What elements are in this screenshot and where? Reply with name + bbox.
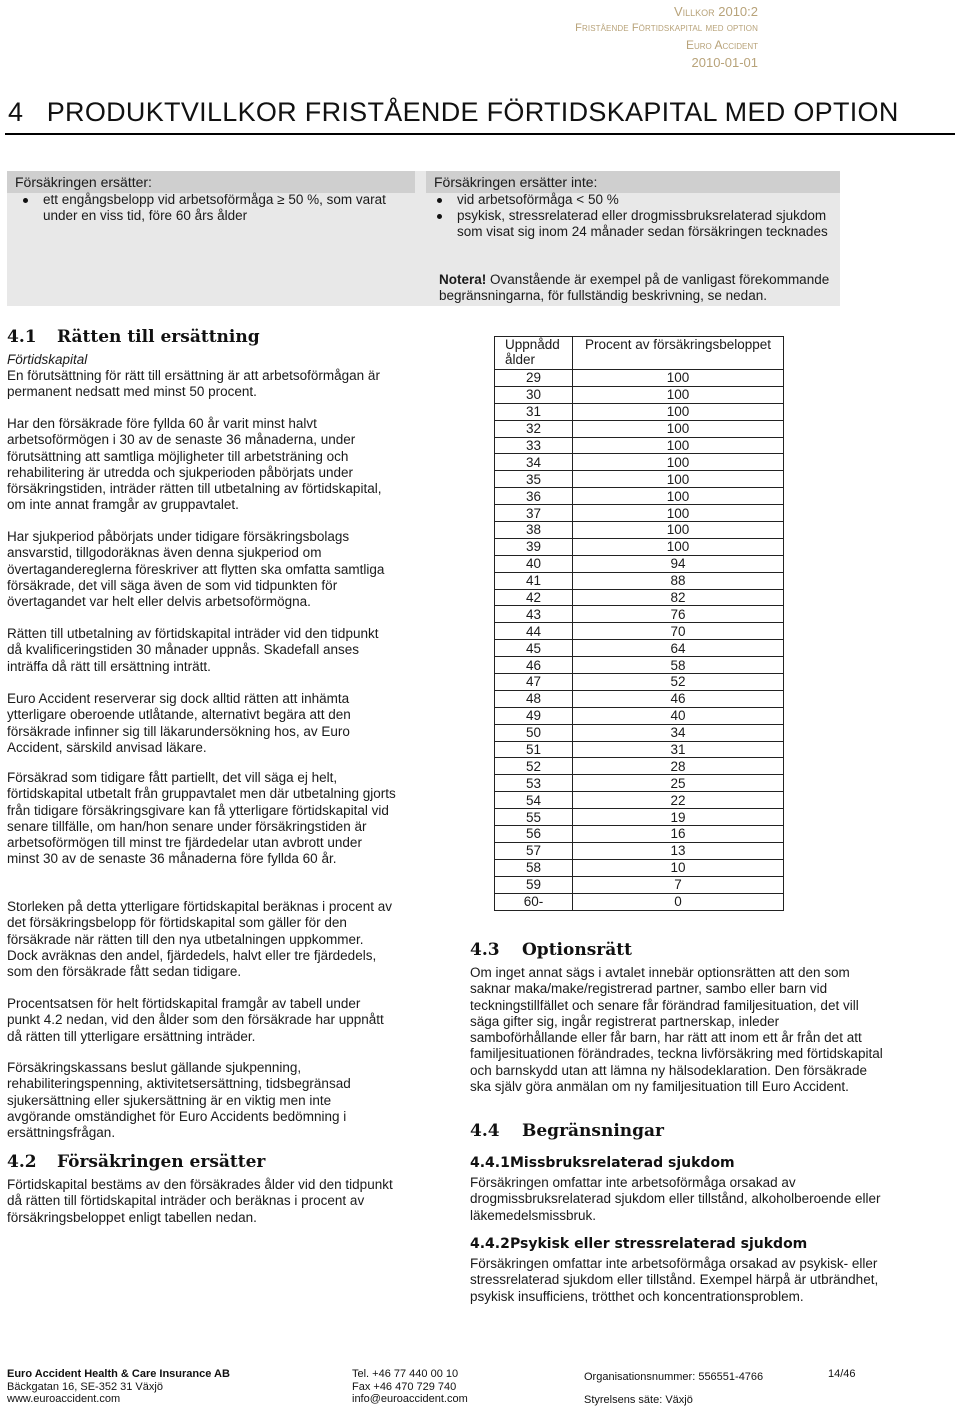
table-row: [495, 606, 784, 623]
age-cell: 29: [495, 370, 573, 387]
age-cell: 55: [495, 809, 573, 826]
percent-cell: 10: [573, 859, 784, 876]
percent-cell: 13: [573, 842, 784, 859]
age-cell: 33: [495, 437, 573, 454]
age-cell: 41: [495, 572, 573, 589]
section-4-1-paragraph: Euro Accident reserverar sig dock alltid rätten att inhämta ytterligare oberoende utlåtande, alternativt begära att den försäkrade infinner sig till läkarundersökning hos, av Euro Accident, särskild anvisad läkare.: [7, 691, 351, 755]
excludes-item-text: psykisk, stressrelaterad eller drogmissbruksrelaterad sjukdom som visat sig inom 24 månader sedan försäkringen tecknades: [457, 208, 828, 239]
percent-cell: 100: [573, 505, 784, 522]
subsection-number: 4.4.1: [470, 1155, 510, 1171]
page-footer: [0, 1368, 960, 1408]
age-cell: 57: [495, 842, 573, 859]
section-4-1-paragraph: En förutsättning för rätt till ersättning är att arbetsoförmågan är permanent nedsatt med minst 50 procent.: [7, 368, 380, 400]
table-row: [495, 724, 784, 741]
section-4-1-heading: [7, 327, 260, 347]
section-4-1-paragraph: Procentsatsen för helt förtidskapital framgår av tabell under punkt 4.2 nedan, vid den ålder som den försäkrade har uppnått då rätten till ytterligare ersättning inträder.: [7, 996, 384, 1044]
footer-company: Euro Accident Health & Care Insurance AB: [7, 1368, 230, 1380]
percent-cell: 34: [573, 724, 784, 741]
percent-cell: 25: [573, 775, 784, 792]
table-row: [495, 403, 784, 420]
percent-cell: 40: [573, 707, 784, 724]
percent-cell: 76: [573, 606, 784, 623]
section-4-3-text: Om inget annat sägs i avtalet innebär optionsrätten att den som saknar maka/make/registrerad partner, sambo eller barn vid teckningstillfället och senare får förändrad familjesituation, det vill säga gifter sig, ingår registrerat partnerskap, inleder samboförhållande eller får barn, har rätt att inom ett år från det att familjesituationen förändrades, teckna livförsäkring med förtidskapital och barnskydd utan att lämna ny hälsodeklaration. Den försäkrade ska själv göra anmälan om ny familjesituation till Euro Accident.: [470, 965, 883, 1095]
chapter-rule: [5, 133, 955, 135]
table-row: [495, 674, 784, 691]
age-cell: 47: [495, 674, 573, 691]
age-cell: 30: [495, 386, 573, 403]
table-row: [495, 420, 784, 437]
age-cell: 48: [495, 690, 573, 707]
covers-item-text: ett engångsbelopp vid arbetsoförmåga ≥ 50 %, som varat under en viss tid, före 60 års ålder: [43, 192, 386, 223]
age-cell: 52: [495, 758, 573, 775]
subsection-title: Missbruksrelaterad sjukdom: [510, 1155, 735, 1171]
benefit-percentage-table: [494, 336, 784, 911]
table-row: [495, 522, 784, 539]
table-row: [495, 876, 784, 893]
age-cell: 38: [495, 522, 573, 539]
percent-cell: 22: [573, 792, 784, 809]
table-row: [495, 471, 784, 488]
table-row: [495, 386, 784, 403]
table-row: [495, 505, 784, 522]
percent-cell: 100: [573, 471, 784, 488]
age-cell: 32: [495, 420, 573, 437]
table-row: [495, 859, 784, 876]
footer-address: Bäckgatan 16, SE-352 31 Växjö: [7, 1380, 163, 1393]
table-row: [495, 488, 784, 505]
subsection-4-4-1-heading: [470, 1155, 735, 1171]
table-row: [495, 538, 784, 555]
coverage-note: [439, 272, 839, 304]
section-4-2-heading: [7, 1152, 265, 1172]
table-row: [495, 707, 784, 724]
covers-list: [19, 192, 404, 224]
age-cell: 40: [495, 555, 573, 572]
age-cell: 42: [495, 589, 573, 606]
percent-cell: 7: [573, 876, 784, 893]
age-cell: 34: [495, 454, 573, 471]
table-row: [495, 758, 784, 775]
footer-orgnr: Organisationsnummer: 556551-4766: [584, 1371, 764, 1383]
subsection-number: 4.4.2: [470, 1236, 510, 1252]
percent-cell: 0: [573, 893, 784, 910]
section-4-1-paragraph: Försäkrad som tidigare fått partiellt, det vill säga ej helt, förtidskapital utbetalt från gruppavtalet men där utbetalning gjorts från tidigare försäkringsgivare kan få ytterligare förtidskapital vid senare tillfälle, om han/hon senare under försäkringstiden är arbetsoförmögen till minst tre fjärdedelar utan avbrott under minst 30 av de senaste 36 månaderna före fyllda 60 år.: [7, 770, 396, 867]
table-body: [495, 370, 784, 911]
page-number: 14/46: [828, 1368, 856, 1380]
table-row: [495, 640, 784, 657]
section-4-1-paragraph: Storleken på detta ytterligare förtidskapital beräknas i procent av det försäkringsbelopp för förtidskapital som gäller för den försäkrade när rätten till den nya utbetalningen uppkommer. Dock avräknas den andel, fjärdedels, halvt eller tre fjärdedels, som den försäkrade fått sedan tidigare.: [7, 899, 392, 980]
table-row: [495, 792, 784, 809]
percent-cell: 64: [573, 640, 784, 657]
table-row: [495, 589, 784, 606]
section-4-1-paragraph: Försäkringskassans beslut gällande sjukpenning, rehabiliteringspenning, aktivitetsersättning, tidsbegränsad sjukersättning eller sjukersättning är en viktig men inte avgörande omständighet för Euro Accidents bedömning i ersättningsfrågan.: [7, 1060, 351, 1141]
table-row: [495, 741, 784, 758]
section-4-1-paragraph: Har sjukperiod påbörjats under tidigare försäkringsbolags ansvarstid, tillgodoräknas även denna sjukperiod om övertagandereglerna föreskriver att flytten ska omfatta samtliga försäkrade, det vill säga även de som vid tidpunkten för övertagandet var helt eller delvis arbetsoförmögna.: [7, 529, 385, 610]
footer-phone: Tel. +46 77 440 00 10: [352, 1368, 459, 1380]
table-row: [495, 826, 784, 843]
age-cell: 54: [495, 792, 573, 809]
age-cell: 36: [495, 488, 573, 505]
age-cell: 46: [495, 657, 573, 674]
percent-cell: 100: [573, 370, 784, 387]
bullet-icon: [437, 214, 442, 219]
table-row: [495, 623, 784, 640]
header-date: 2010-01-01: [691, 55, 758, 70]
percent-cell: 70: [573, 623, 784, 640]
percent-cell: 46: [573, 690, 784, 707]
section-number: 4.1: [7, 327, 37, 347]
section-title: Optionsrätt: [522, 940, 632, 960]
footer-website: www.euroaccident.com: [7, 1393, 121, 1405]
note-label: Notera!: [439, 272, 487, 287]
age-cell: 50: [495, 724, 573, 741]
excludes-item-text: vid arbetsoförmåga < 50 %: [457, 192, 619, 207]
table-row: [495, 842, 784, 859]
list-item: [433, 208, 833, 240]
table-row: [495, 809, 784, 826]
note-text: Ovanstående är exempel på de vanligast förekommande begränsningarna, för fullständig beskrivning, se nedan.: [439, 272, 833, 303]
bullet-icon: [23, 198, 28, 203]
table-row: [495, 437, 784, 454]
column-header-age: Uppnådd ålder: [495, 337, 573, 370]
list-item: [19, 192, 404, 224]
table-header-row: [495, 337, 784, 370]
table-row: [495, 690, 784, 707]
section-4-3-heading: [470, 940, 632, 960]
section-title: Begränsningar: [522, 1121, 665, 1141]
excludes-heading: Försäkringen ersätter inte:: [426, 171, 840, 193]
section-4-1-paragraph: Rätten till utbetalning av förtidskapital inträder vid den tidpunkt då kvalificeringstiden 30 månader uppnås. Skadefall anses inträffa då rätt till ersättning inträtt.: [7, 626, 379, 674]
percent-cell: 82: [573, 589, 784, 606]
percent-cell: 58: [573, 657, 784, 674]
percent-cell: 100: [573, 522, 784, 539]
footer-email: info@euroaccident.com: [352, 1393, 468, 1405]
running-header: [575, 3, 758, 71]
age-cell: 53: [495, 775, 573, 792]
table-row: [495, 775, 784, 792]
footer-company-block: [7, 1368, 337, 1406]
chapter-title: 4 PRODUKTVILLKOR FRISTÅENDE FÖRTIDSKAPITAL MED OPTION: [8, 97, 899, 127]
subsection-4-4-1-text: Försäkringen omfattar inte arbetsoförmåga orsakad av drogmissbruksrelaterad sjukdom eller tillstånd, alkoholberoende eller läkemedelsmissbruk.: [470, 1175, 881, 1223]
section-4-1-paragraph: Har den försäkrade före fyllda 60 år varit minst halvt arbetsoförmögen i 30 av de senaste 36 månaderna, under förutsättning att samtliga möjligheter till arbetsträning och rehabilitering är utredda och sjukperioden påbörjats under försäkringstiden, inträder rätten till utbetalning av förtidskapital, om inte annat framgår av gruppavtalet.: [7, 416, 382, 513]
bullet-icon: [437, 198, 442, 203]
age-cell: 43: [495, 606, 573, 623]
table-row: [495, 454, 784, 471]
percent-cell: 31: [573, 741, 784, 758]
header-doc-version: Villkor 2010:2: [673, 4, 758, 19]
percent-cell: 100: [573, 437, 784, 454]
section-title: Försäkringen ersätter: [57, 1152, 266, 1172]
percent-cell: 16: [573, 826, 784, 843]
table-row: [495, 572, 784, 589]
table-row: [495, 893, 784, 910]
section-number: 4.4: [470, 1121, 500, 1141]
percent-cell: 100: [573, 454, 784, 471]
percent-cell: 94: [573, 555, 784, 572]
section-number: 4.3: [470, 940, 500, 960]
list-item: [433, 192, 833, 208]
section-4-4-heading: [470, 1121, 664, 1141]
percent-cell: 100: [573, 488, 784, 505]
table-row: [495, 370, 784, 387]
age-cell: 44: [495, 623, 573, 640]
header-company: Euro Accident: [685, 38, 758, 52]
age-cell: 37: [495, 505, 573, 522]
age-cell: 59: [495, 876, 573, 893]
age-cell: 45: [495, 640, 573, 657]
section-title: Rätten till ersättning: [57, 327, 260, 347]
footer-legal-block: [584, 1368, 804, 1406]
column-header-percent: Procent av försäkringsbeloppet: [573, 337, 784, 370]
subsection-4-4-2-text: Försäkringen omfattar inte arbetsoförmåga orsakad av psykisk- eller stressrelaterad sjukdom eller tillstånd. Exempel härpå är utbrändhet, psykisk insufficiens, trötthet och koncentrationsproblem.: [470, 1256, 879, 1304]
age-cell: 60-: [495, 893, 573, 910]
footer-seat: Styrelsens säte: Växjö: [584, 1393, 693, 1406]
subsection-4-4-2-heading: [470, 1236, 807, 1252]
age-cell: 58: [495, 859, 573, 876]
percent-cell: 88: [573, 572, 784, 589]
section-4-2-text: Förtidskapital bestäms av den försäkrades ålder vid den tidpunkt då rätten till förtidskapital inträder och beräknas i procent av försäkringsbeloppet enligt tabellen nedan.: [7, 1177, 393, 1225]
percent-cell: 100: [573, 386, 784, 403]
excludes-list: [433, 192, 833, 240]
header-product: Fristående Förtidskapital med option: [575, 22, 758, 34]
age-cell: 51: [495, 741, 573, 758]
age-cell: 56: [495, 826, 573, 843]
percent-cell: 19: [573, 809, 784, 826]
age-cell: 31: [495, 403, 573, 420]
age-cell: 35: [495, 471, 573, 488]
percent-cell: 28: [573, 758, 784, 775]
percent-cell: 52: [573, 674, 784, 691]
age-cell: 49: [495, 707, 573, 724]
covers-heading: Försäkringen ersätter:: [7, 171, 415, 193]
footer-contact-block: [352, 1368, 552, 1406]
table-row: [495, 555, 784, 572]
coverage-summary-box: [7, 171, 840, 306]
section-number: 4.2: [7, 1152, 37, 1172]
subsection-title: Psykisk eller stressrelaterad sjukdom: [510, 1236, 808, 1252]
footer-fax: Fax +46 470 729 740: [352, 1380, 457, 1393]
section-4-1-subtitle: Förtidskapital: [7, 352, 88, 367]
table-row: [495, 657, 784, 674]
percent-cell: 100: [573, 538, 784, 555]
percent-cell: 100: [573, 403, 784, 420]
age-cell: 39: [495, 538, 573, 555]
percent-cell: 100: [573, 420, 784, 437]
